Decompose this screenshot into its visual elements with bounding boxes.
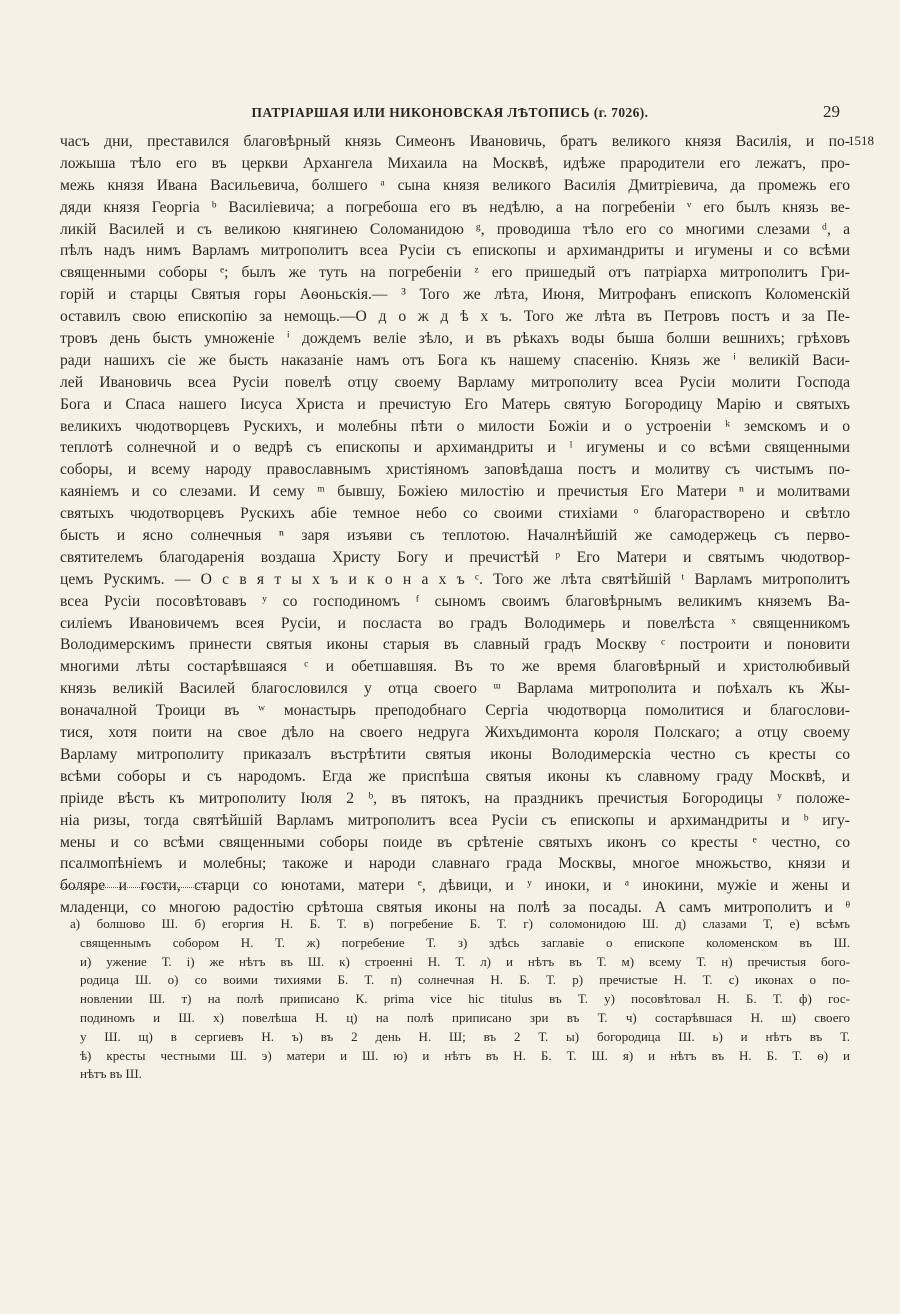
- body-line: теплотѣ солнечной и о ведрѣ съ епископы и архимандриты и ˡ игумены и со всѣми священными: [60, 439, 850, 457]
- body-line: пріиде вѣсть къ митрополиту Іюля 2 ᵇ, въ пятокъ, на праздникъ пречистыя Богородицы ʸ положе-: [60, 789, 850, 807]
- body-line: ложыша тѣло его въ церкви Архангела Михаила на Москвѣ, идѣже прародители его лежатъ, про-: [60, 154, 850, 172]
- body-line: дяди князя Георгіа ᵇ Василіевича; а погребоша его въ недѣлю, а на погребеніи ᵛ его былъ князь ве-: [60, 198, 850, 216]
- body-line: ликій Василей и съ великою княгинею Соломанидою ᵍ, проводиша тѣло его со многими слезами ᵈ, а: [60, 220, 850, 238]
- footnote-line: подиномъ и Ш. х) повелѣша Н. ц) на полѣ приписано зри въ Т. ч) состарѣвшася Н. ш) своего: [80, 1009, 850, 1025]
- body-line: лей Ивановичь всеа Русіи повелѣ отцу своему Варламу митрополиту всеа Русіи молити Господа: [60, 373, 850, 391]
- body-line: мены и со всѣми священными соборы поиде въ срѣтеніе святыхъ иконъ со кресты ᵉ честно, со: [60, 833, 850, 851]
- body-line: боляре и гости, старци со юнотами, матери ᵉ, дѣвици, и ʸ иноки, и ᵃ инокини, мужіе и жены и: [60, 877, 850, 895]
- footnote-line: и) ужение Т. і) же нѣтъ въ Ш. к) строенні Н. Т. л) и нѣтъ въ Т. м) всему Т. н) пречистыя бого-: [80, 953, 850, 969]
- body-line: бысть и ясно солнечныя ⁿ заря изъяви съ теплотою. Началнѣйшій же самодержець съ перво-: [60, 527, 850, 545]
- body-line: всѣми соборы и съ народомъ. Егда же приспѣша святыя иконы къ славному граду Москвѣ, и: [60, 767, 850, 785]
- body-line: оставилъ свою епископію за немощь.—О д о ж д ѣ х ъ. Того же лѣта въ Петровъ постъ и за Пе-: [60, 308, 850, 326]
- body-line: пѣлъ надъ нимъ Варламъ митрополитъ всеа Русіи съ епископы и архимандриты и игумены и со всѣми: [60, 242, 850, 260]
- footnote-divider: [60, 887, 212, 888]
- margin-year: 1518: [848, 133, 874, 148]
- page-number: 29: [823, 102, 840, 121]
- footnote-line: у Ш. щ) в сергиевъ Н. ъ) въ 2 день Н. Ш; въ 2 Т. ы) богородица Ш. ь) и нѣтъ въ Т.: [80, 1028, 850, 1044]
- body-line: князь великій Василей благословился у отца своего ᵚ Варлама митрополита и поѣхалъ къ Жы-: [60, 680, 850, 698]
- body-line: Володимерскимъ принести святыя иконы старыя въ славный градъ Москву ᶜ построити и поновити: [60, 636, 850, 654]
- body-line: святителемъ благодаренія воздаша Христу Богу и пречистѣй ᵖ Его Матери и святымъ чюдотвор-: [60, 548, 850, 566]
- body-line: всеа Русіи посовѣтовавъ ʸ со господиномъ ᶠ сыномъ своимъ благовѣрнымъ великимъ княземъ Ва-: [60, 592, 850, 610]
- body-line: тися, хотя поити на свое дѣло на своего недруга Жихъдимонта короля Полскаго; а отцу своему: [60, 724, 850, 742]
- body-line: тровъ день бысть умноженіе ⁱ дождемъ веліе зѣло, и въ рѣкахъ воды быша болши вешнихъ; грѣховъ: [60, 330, 850, 348]
- body-line: ради нашихъ сіе же бысть наказаніе намъ отъ Бога къ нашему спасенію. Князь же ⁱ великій Васи-: [60, 351, 850, 369]
- body-line: святыхъ чюдотворцевъ Рускихъ абіе темное небо со своими стихіами ᵒ благорастворено и свѣтло: [60, 505, 850, 523]
- running-title: ПАТРІАРШАЯ ИЛИ НИКОНОВСКАЯ ЛѢТОПИСЬ (г. 7026).: [251, 105, 649, 120]
- body-text: [60, 131, 850, 919]
- body-line: священными соборы ᵉ; былъ же туть на погребеніи ᶻ его пришедый отъ патріарха митрополитъ Гри-: [60, 264, 850, 282]
- footnote-line: нѣтъ въ Ш.: [80, 1066, 142, 1082]
- footnotes: [60, 915, 850, 1084]
- page-header: [60, 100, 840, 124]
- body-line: межь князя Ивана Васильевича, болшего ᵃ сына князя великого Василія Дмитріевича, да промежь его: [60, 176, 850, 194]
- body-line: часъ дни, преставился благовѣрный князь Симеонъ Ивановичь, братъ великого князя Василія, и по-: [60, 133, 850, 150]
- body-line: псалмопѣніемъ и молебны; такоже и народи славнаго града Москвы, многое множьство, князи и: [60, 855, 850, 873]
- body-line: силіемъ Ивановичемъ всея Русіи, и посласта во градъ Володимерь и повелѣста ˣ священникомъ: [60, 614, 850, 632]
- body-line: младенци, со многою радостію срѣтоша святыя иконы на полѣ за посады. А самъ митрополитъ и ᶿ: [60, 899, 850, 917]
- body-line: цемъ Рускимъ. — О с в я т ы х ъ и к о н а х ъ ᶜ. Того же лѣта святѣйшій ᵗ Варламъ митрополитъ: [60, 570, 850, 588]
- body-line: каяніемъ и со слезами. И сему ᵐ бывшу, Божіею милостію и пречистыя Его Матери ⁿ и молитвами: [60, 483, 850, 501]
- footnote-line: родица Ш. о) со воими тихиями Б. Т. п) солнечная Н. Б. Т. р) пречистые Н. Т. с) иконах о по-: [80, 972, 850, 988]
- body-line: воначалной Троици въ ʷ монастырь преподобнаго Сергіа чюдотворца помолитися и благослови-: [60, 702, 850, 720]
- body-line: Бога и Спаса нашего Іисуса Христа и пречистую Его Матерь святую Богородицу Марію и святыхъ: [60, 395, 850, 413]
- body-line: великихъ чюдотворцевъ Рускихъ, и молебны пѣти о милости Божіи и о устроеніи ᵏ земскомъ и о: [60, 417, 850, 435]
- body-line: ніа ризы, тогда святѣйшій Варламъ митрополитъ всеа Русіи съ епископы и архимандриты и ᵇ игу-: [60, 811, 850, 829]
- footnote-line: ѣ) кресты честными Ш. э) матери и Ш. ю) и нѣтъ въ Н. Б. Т. Ш. я) и нѣтъ въ Н. Б. Т. ѳ) и: [80, 1047, 850, 1063]
- body-line: горій и старцы Святыя горы Аѳоньскія.— ³ Того же лѣта, Июня, Митрофанъ епископъ Коломенскій: [60, 286, 850, 304]
- footnote-line: священнымъ собором Н. Т. ж) погребение Т. з) здѣсь заглавіе о епископе коломенском въ Ш.: [80, 934, 850, 950]
- body-line: многими лѣты состарѣвшаяся ᶜ и обетшавшяя. Въ то же время благовѣрный и христолюбивый: [60, 658, 850, 676]
- body-line: Варламу митрополиту приказалъ въстрѣтити святыя иконы Володимерскіа честно съ кресты со: [60, 745, 850, 763]
- body-line: соборы, и всему народу православнымъ христіяномъ заповѣдаша постъ и молитву съ чистымъ по-: [60, 461, 850, 479]
- footnote-line: а) болшово Ш. б) егоргия Н. Б. Т. в) погребение Б. Т. г) соломонидою Ш. д) слазами Т, е) всѣмъ: [70, 916, 850, 931]
- footnote-line: новлении Ш. т) на полѣ приписано К. prima vice hic titulus въ Т. у) посовѣтовал Н. Б. Т. ф) гос-: [80, 991, 850, 1007]
